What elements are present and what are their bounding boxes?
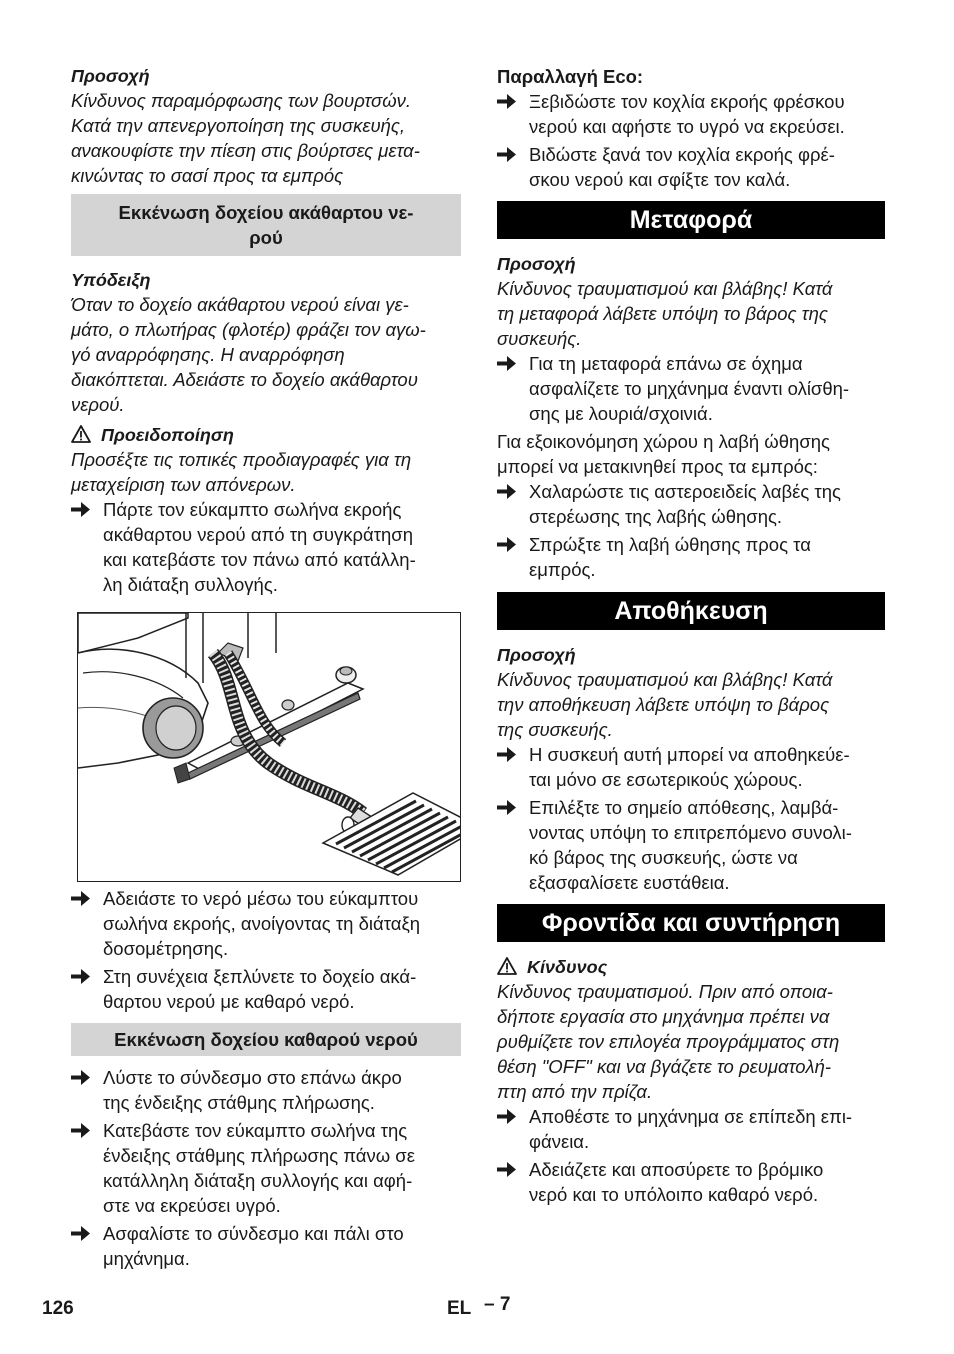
instruction-item <box>497 1157 885 1207</box>
text-line: θέση "OFF" και να βγάζετε το ρευματολή- <box>497 1056 832 1077</box>
text-line: Προσέξτε τις τοπικές προδιαγραφές για τη <box>71 449 412 470</box>
section-page-number: – 7 <box>484 1294 511 1315</box>
text-line: κό βάρος της συσκευής, ώστε να <box>529 847 798 868</box>
text-line: της ένδειξης στάθμης πλήρωσης. <box>103 1092 375 1113</box>
section-heading-dirty-water <box>71 194 461 256</box>
text-line: Αδειάστε το νερό μέσω του εύκαμπτου <box>103 888 419 909</box>
arrow-right-icon <box>497 745 517 764</box>
text-line: δοσομέτρησης. <box>103 938 229 959</box>
text-line: πτη από την πρίζα. <box>497 1081 653 1102</box>
text-line: Στη συνέχεια ξεπλύνετε το δοχείο ακά- <box>103 966 417 987</box>
instruction-text <box>529 532 885 582</box>
text-line: Κατεβάστε τον εύκαμπτο σωλήνα της <box>103 1120 408 1141</box>
text-line: ται μόνο σε εσωτερικούς χώρους. <box>529 769 803 790</box>
instruction-item <box>71 497 461 597</box>
instruction-text <box>529 1157 885 1207</box>
text-line: Βιδώστε ξανά τον κοχλία εκροής φρέ- <box>529 144 835 165</box>
text-line: Κίνδυνος παραμόρφωσης των βουρτσών. <box>71 90 412 111</box>
arrow-right-icon <box>497 798 517 817</box>
text-line: Κίνδυνος τραυματισμού και βλάβης! Κατά <box>497 669 833 690</box>
left-column <box>71 60 461 1271</box>
text-line: τη μεταφορά λάβετε υπόψη το βάρος της <box>497 303 828 324</box>
text-line: ακάθαρτου νερού από τη συγκράτηση <box>103 524 414 545</box>
instruction-text <box>529 351 885 426</box>
arrow-right-icon <box>497 92 517 111</box>
text-line: Χαλαρώστε τις αστεροειδείς λαβές της <box>529 481 841 502</box>
text-line: Ασφαλίστε το σύνδεσμο και πάλι στο <box>103 1223 404 1244</box>
text-line: Κίνδυνος τραυματισμού και βλάβης! Κατά <box>497 278 833 299</box>
text-line: σης με λουριά/σχοινιά. <box>529 403 713 424</box>
caution-text <box>497 667 885 742</box>
instruction-text <box>103 1065 461 1115</box>
text-line: Πάρτε τον εύκαμπτο σωλήνα εκροής <box>103 499 402 520</box>
text-line: κατάλληλη διάταξη συλλογής και αφή- <box>103 1170 413 1191</box>
instruction-item <box>497 351 885 426</box>
instruction-item <box>497 479 885 529</box>
text-line: στε να εκρεύσει υγρό. <box>103 1195 281 1216</box>
instruction-item <box>497 742 885 792</box>
arrow-right-icon <box>71 500 91 519</box>
text-line: θαρτου νερού με καθαρό νερό. <box>103 991 355 1012</box>
body-text <box>497 429 885 479</box>
instruction-item <box>497 532 885 582</box>
caution-text <box>71 88 461 188</box>
text-line: μπορεί να μετακινηθεί προς τα εμπρός: <box>497 456 818 477</box>
text-line: την αποθήκευση λάβετε υπόψη το βάρος <box>497 694 830 715</box>
text-line: Επιλέξτε το σημείο απόθεσης, λαμβά- <box>529 797 839 818</box>
text-line: Αδειάζετε και αποσύρετε το βρόμικο <box>529 1159 824 1180</box>
instruction-text <box>103 886 461 961</box>
instruction-text <box>103 964 461 1014</box>
text-line: Όταν το δοχείο ακάθαρτου νερού είναι γε- <box>71 294 409 315</box>
text-line: φάνεια. <box>529 1131 590 1152</box>
note-text <box>71 292 461 417</box>
arrow-right-icon <box>71 1224 91 1243</box>
instruction-item <box>497 142 885 192</box>
text-line: Λύστε το σύνδεσμο στο επάνω άκρο <box>103 1067 402 1088</box>
text-line: Κατά την απενεργοποίηση της συσκευής, <box>71 115 406 136</box>
caution-label: Προσοχή <box>497 645 576 665</box>
text-line: μηχάνημα. <box>103 1248 190 1269</box>
text-line: εμπρός. <box>529 559 596 580</box>
text-line: εξασφαλίσετε ευστάθεια. <box>529 872 730 893</box>
warning-text <box>71 447 461 497</box>
text-line: ρού <box>249 227 283 248</box>
section-heading-transport: Μεταφορά <box>497 201 885 239</box>
section-heading-clean-water: Εκκένωση δοχείου καθαρού νερού <box>71 1023 461 1056</box>
arrow-right-icon <box>71 889 91 908</box>
arrow-right-icon <box>497 1107 517 1126</box>
section-heading-storage: Αποθήκευση <box>497 592 885 630</box>
arrow-right-icon <box>497 145 517 164</box>
text-line: και κατεβάστε τον πάνω από κατάλλη- <box>103 549 416 570</box>
arrow-right-icon <box>497 482 517 501</box>
danger-heading <box>497 955 885 979</box>
danger-label: Κίνδυνος <box>527 957 608 977</box>
text-line: Εκκένωση δοχείου ακάθαρτου νε- <box>118 202 414 223</box>
instruction-text <box>529 742 885 792</box>
text-line: στερέωσης της λαβής ώθησης. <box>529 506 783 527</box>
warning-triangle-icon <box>497 957 517 975</box>
right-column <box>497 60 885 1207</box>
instruction-text <box>103 497 461 597</box>
instruction-item <box>497 1104 885 1154</box>
arrow-right-icon <box>497 354 517 373</box>
arrow-right-icon <box>497 535 517 554</box>
caution-label: Προσοχή <box>71 66 150 86</box>
instruction-item <box>71 886 461 961</box>
arrow-right-icon <box>71 1121 91 1140</box>
text-line: σκου νερού και σφίξτε τον καλά. <box>529 169 791 190</box>
text-line: Αποθέστε το μηχάνημα σε επίπεδη επι- <box>529 1106 853 1127</box>
text-line: Ξεβιδώστε τον κοχλία εκροής φρέσκου <box>529 91 845 112</box>
caution-text <box>497 276 885 351</box>
warning-heading <box>71 423 461 447</box>
text-line: συσκευής. <box>497 328 582 349</box>
text-line: Κίνδυνος τραυματισμού. Πριν από οποια- <box>497 981 833 1002</box>
text-line: μεταχείριση των απόνερων. <box>71 474 296 495</box>
instruction-item <box>497 89 885 139</box>
section-heading-care-maintenance: Φροντίδα και συντήρηση <box>497 904 885 942</box>
language-code: EL <box>447 1298 472 1319</box>
text-line: Η συσκευή αυτή μπορεί να αποθηκεύε- <box>529 744 850 765</box>
text-line: λη διάταξη συλλογής. <box>103 574 278 595</box>
warning-triangle-icon <box>71 425 91 443</box>
page-number: 126 <box>42 1298 74 1319</box>
text-line: Σπρώξτε τη λαβή ώθησης προς τα <box>529 534 811 555</box>
warning-label: Προειδοποίηση <box>101 425 234 445</box>
text-line: ανακουφίστε την πίεση στις βούρτσες μετα- <box>71 140 420 161</box>
text-line: μάτο, ο πλωτήρας (φλοτέρ) φράζει τον αγω- <box>71 319 426 340</box>
instruction-item <box>71 964 461 1014</box>
instruction-item <box>71 1118 461 1218</box>
text-line: κινώντας το σασί προς τα εμπρός <box>71 165 344 186</box>
text-line: νερού. <box>71 394 125 415</box>
text-line: νερό και το υπόλοιπο καθαρό νερό. <box>529 1184 819 1205</box>
text-line: ρυθμίζετε τον επιλογέα προγράμματος στη <box>497 1031 840 1052</box>
illustration-drain-hose <box>77 612 461 882</box>
arrow-right-icon <box>71 967 91 986</box>
caution-label: Προσοχή <box>497 254 576 274</box>
instruction-text <box>529 479 885 529</box>
instruction-text <box>103 1118 461 1218</box>
note-label: Υπόδειξη <box>71 270 151 290</box>
eco-variant-label: Παραλλαγή Eco: <box>497 66 644 87</box>
instruction-text <box>529 795 885 895</box>
text-line: νερού και αφήστε το υγρό να εκρεύσει. <box>529 116 845 137</box>
instruction-text <box>529 1104 885 1154</box>
text-line: Για εξοικονόμηση χώρου η λαβή ώθησης <box>497 431 830 452</box>
instruction-item <box>71 1065 461 1115</box>
instruction-text <box>103 1221 461 1271</box>
text-line: ένδειξης στάθμης πλήρωσης πάνω σε <box>103 1145 415 1166</box>
text-line: ασφαλίζετε το μηχάνημα έναντι ολίσθη- <box>529 378 850 399</box>
text-line: γό αναρρόφησης. Η αναρρόφηση <box>71 344 345 365</box>
instruction-item <box>497 795 885 895</box>
arrow-right-icon <box>497 1160 517 1179</box>
danger-text <box>497 979 885 1104</box>
text-line: Για τη μεταφορά επάνω σε όχημα <box>529 353 803 374</box>
text-line: διακόπτεται. Αδειάστε το δοχείο ακάθαρτου <box>71 369 418 390</box>
instruction-text <box>529 89 885 139</box>
text-line: νοντας υπόψη το επιτρεπόμενο συνολι- <box>529 822 852 843</box>
text-line: της συσκευής. <box>497 719 613 740</box>
instruction-item <box>71 1221 461 1271</box>
arrow-right-icon <box>71 1068 91 1087</box>
text-line: δήποτε εργασία στο μηχάνημα πρέπει να <box>497 1006 830 1027</box>
instruction-text <box>529 142 885 192</box>
text-line: σωλήνα εκροής, ανοίγοντας τη διάταξη <box>103 913 421 934</box>
